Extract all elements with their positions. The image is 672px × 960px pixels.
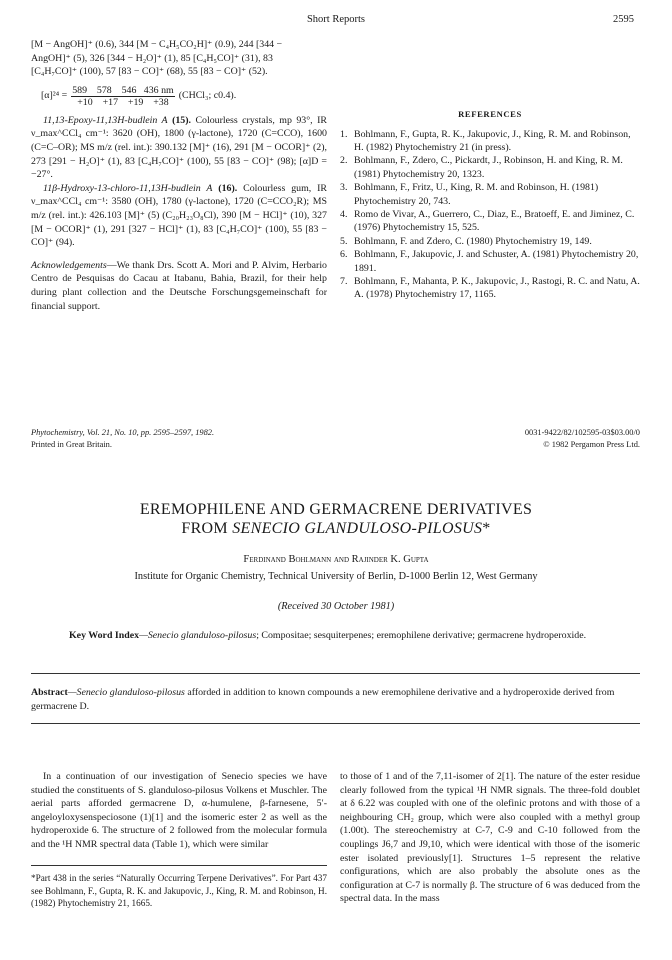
title-footnote-mark: * bbox=[482, 520, 491, 537]
rotation-value: +19 bbox=[127, 96, 144, 108]
rotation-lhs: [α]²⁴ = bbox=[41, 90, 68, 102]
received-date: (Received 30 October 1981) bbox=[277, 601, 395, 612]
title-line-2 bbox=[0, 519, 672, 538]
rotation-value: +10 bbox=[77, 96, 93, 108]
article-title bbox=[0, 500, 672, 538]
key-word-rest: ; Compositae; sesquiterpenes; eremophilene derivative; germacrene hydroperoxide. bbox=[256, 630, 587, 641]
references-heading: REFERENCES bbox=[458, 109, 522, 119]
reference-text: Bohlmann, F., Zdero, C., Pickardt, J., Robinson, H. and King, R. M. (1981) Phytochemistry 20, 1323. bbox=[354, 155, 623, 180]
title-species: SENECIO GLANDULOSO-PILOSUS bbox=[232, 520, 483, 537]
abstract-top-rule bbox=[31, 673, 640, 674]
ms-line: AngOH]⁺ (5), 326 [344 − H₂O]⁺ (1), 85 [C₄H₅CO]⁺ (31), 83 bbox=[31, 52, 273, 64]
body-left-column bbox=[31, 770, 327, 852]
wavelength: 436 nm bbox=[143, 84, 174, 96]
ack-text: —We thank Drs. Scott A. Mori and P. Alvim, Herbario Centro de Pesquisas do Cacau at Itabanu, Bahia, Brazil, for their help during plant collection and the Deutsche Forschungsgemeinschaft for financial support. bbox=[31, 259, 327, 312]
rotation-value: +17 bbox=[102, 96, 119, 108]
reference-item bbox=[340, 235, 640, 248]
citation-journal: Phytochemistry, Vol. 21, No. 10, pp. 2595–2597, 1982. bbox=[31, 428, 215, 437]
reference-text: Bohlmann, F., Gupta, R. K., Jakupovic, J., King, R. M. and Robinson, H. (1982) Phytochemistry 21 (in press). bbox=[354, 128, 631, 153]
key-word-index bbox=[69, 629, 629, 643]
reference-item bbox=[340, 181, 640, 208]
compound-15-text: Colourless crystals, mp 93°, IR ν_max^CCl₄ cm⁻¹: 3620 (OH), 1800 (γ-lactone), 1720 (C=CCO), 1600 (C=C–OR); MS m/z (rel. int.): 390.132 [M]⁺ (16), 291 [M − OCOR]⁺ (2), 273 [291 − H₂O]⁺ (1), 83 [C₄H₇CO]⁺ (100), 55 [83 − CO]⁺ (98); [α]D = −27°. bbox=[31, 114, 327, 181]
rotation-conditions: (CHCl₃; c0.4). bbox=[178, 90, 237, 102]
abstract bbox=[31, 686, 640, 713]
reference-text: Bohlmann, F., Jakupovic, J. and Schuster, A. (1981) Phytochemistry 20, 1891. bbox=[354, 249, 639, 274]
reference-item bbox=[340, 128, 640, 155]
reference-text: Bohlmann, F., Mahanta, P. K., Jakupovic, J., Rastogi, R. C. and Natu, A. A. (1978) Phytochemistry 17, 1165. bbox=[354, 276, 640, 301]
optical-rotation bbox=[41, 85, 327, 108]
references-list bbox=[340, 128, 640, 302]
reference-text: Romo de Vivar, A., Guerrero, C., Diaz, E., Bratoeff, E. and Jiminez, C. (1976) Phytochemistry 15, 525. bbox=[354, 209, 635, 234]
citation-right bbox=[525, 427, 640, 450]
abstract-label: Abstract bbox=[31, 687, 68, 698]
key-word-label: Key Word Index bbox=[69, 630, 140, 641]
authors: Ferdinand Bohlmann and Rajinder K. Gupta bbox=[243, 554, 429, 565]
reference-item bbox=[340, 248, 640, 275]
abstract-text: afforded in addition to known compounds a new eremophilene derivative and a hydroperoxide derived from germacrene D. bbox=[31, 687, 615, 712]
reference-number: 5. bbox=[340, 235, 348, 247]
body-paragraph: to those of 1 and of the 7,11-isomer of 2[1]. The nature of the ester residue clearly followed from the typical ¹H NMR signals. The three-fold doublet at δ 6.22 was coupled with one of the olefinic protons and with those of a neighbouring CH₂ group, which were also coupled with a methyl group (1.00t). The stereochemistry at C-7, C-9 and C-10 followed from the couplings J6,7 and J9,10, which were identical with those of the isomeric ester isolated previously[1]. Structures 1–5 represent the relative configurations, which are also probably the absolute ones as the configuration at C-7 is normally β. The structure of 6 was deduced from the spectral data. In the mass bbox=[340, 771, 640, 905]
compound-15-number: (15). bbox=[172, 114, 191, 126]
citation-code: 0031-9422/82/102595-03$03.00/0 bbox=[524, 428, 640, 437]
acknowledgements bbox=[31, 259, 327, 313]
citation-copyright: © 1982 Pergamon Press Ltd. bbox=[543, 439, 640, 449]
compound-15-name: 11,13-Epoxy-11,13H-budlein A bbox=[43, 114, 168, 126]
abstract-bottom-rule bbox=[31, 723, 640, 724]
wavelength: 578 bbox=[96, 84, 112, 96]
compound-16-text: Colourless gum, IR ν_max^CCl₄ cm⁻¹: 3580 (OH), 1780 (γ-lactone), 1720 (C=CCO₂R); MS m/z (rel. int.): 426.103 [M]⁺ (5) (C₂₀H₂₃O₈Cl), 390 [M − HCl]⁺ (10), 327 [M − OCOR]⁺ (1), 291 [327 − HCl]⁺ (1), 83 [C₄H₇CO]⁺ (100), 55 [83 − CO]⁺ (94). bbox=[31, 182, 328, 249]
reference-number: 1. bbox=[340, 128, 348, 140]
references-section bbox=[340, 108, 640, 302]
journal-section: Short Reports bbox=[306, 14, 366, 25]
affiliation: Institute for Organic Chemistry, Technical University of Berlin, D-1000 Berlin 12, West Germany bbox=[134, 571, 538, 582]
reference-number: 4. bbox=[340, 209, 348, 221]
title-line-1: EREMOPHILENE AND GERMACRENE DERIVATIVES bbox=[139, 501, 533, 518]
reference-number: 3. bbox=[340, 182, 348, 194]
ms-line: [M − AngOH]⁺ (0.6), 344 [M − C₄H₅CO₂H]⁺ (0.9), 244 [344 − bbox=[31, 39, 283, 50]
reference-item bbox=[340, 275, 640, 302]
compound-16-paragraph bbox=[31, 182, 327, 250]
rotation-value: +38 bbox=[153, 96, 169, 108]
body-paragraph: In a continuation of our investigation of Senecio species we have studied the constituents of S. glanduloso-pilosus Volkens et Muschler. The aerial parts afforded germacrene D, α-humulene, β-farnesene, 5′-angeloyloxysenspeciosone (1)[1] and the isomeric ester 2 as well as the hydroperoxide 6. The structure of 2 followed from the molecular formula and the ¹H NMR spectral data (Table 1), which were similar bbox=[31, 771, 327, 850]
reference-text: Bohlmann, F., Fritz, U., King, R. M. and Robinson, H. (1981) Phytochemistry 20, 743. bbox=[354, 182, 599, 207]
compound-16-name: 11β-Hydroxy-13-chloro-11,13H-budlein A bbox=[43, 182, 213, 194]
abstract-species: —Senecio glanduloso-pilosus bbox=[67, 687, 185, 698]
key-word-species: —Senecio glanduloso-pilosus bbox=[139, 630, 257, 641]
citation-printed: Printed in Great Britain. bbox=[31, 439, 112, 449]
citation-left bbox=[31, 427, 214, 450]
prev-article-left-column bbox=[31, 38, 327, 313]
running-header bbox=[0, 14, 672, 25]
ack-label: Acknowledgements bbox=[31, 259, 107, 271]
reference-item bbox=[340, 154, 640, 181]
wavelength: 546 bbox=[121, 84, 137, 96]
compound-16-number: (16). bbox=[218, 182, 238, 194]
compound-15-paragraph bbox=[31, 114, 327, 182]
wavelength: 589 bbox=[72, 84, 88, 96]
reference-number: 2. bbox=[340, 155, 348, 167]
reference-text: Bohlmann, F. and Zdero, C. (1980) Phytochemistry 19, 149. bbox=[354, 235, 592, 247]
page-number: 2595 bbox=[613, 14, 634, 25]
reference-number: 7. bbox=[340, 276, 348, 288]
title-from: FROM bbox=[181, 520, 233, 537]
reference-number: 6. bbox=[340, 249, 348, 261]
footnote-rule bbox=[31, 865, 327, 866]
footnote: *Part 438 in the series “Naturally Occurring Terpene Derivatives”. For Part 437 see Bohlmann, F., Gupta, R. K. and Jakupovic, J., King, R. M. and Robinson, H. (1982) Phytochemistry 21, 1665. bbox=[31, 873, 327, 909]
reference-item bbox=[340, 208, 640, 235]
ms-line: [C₄H₇CO]⁺ (100), 57 [83 − CO]⁺ (68), 55 [83 − CO]⁺ (52). bbox=[31, 66, 268, 78]
body-right-column bbox=[340, 770, 640, 906]
rotation-fraction bbox=[71, 85, 175, 108]
